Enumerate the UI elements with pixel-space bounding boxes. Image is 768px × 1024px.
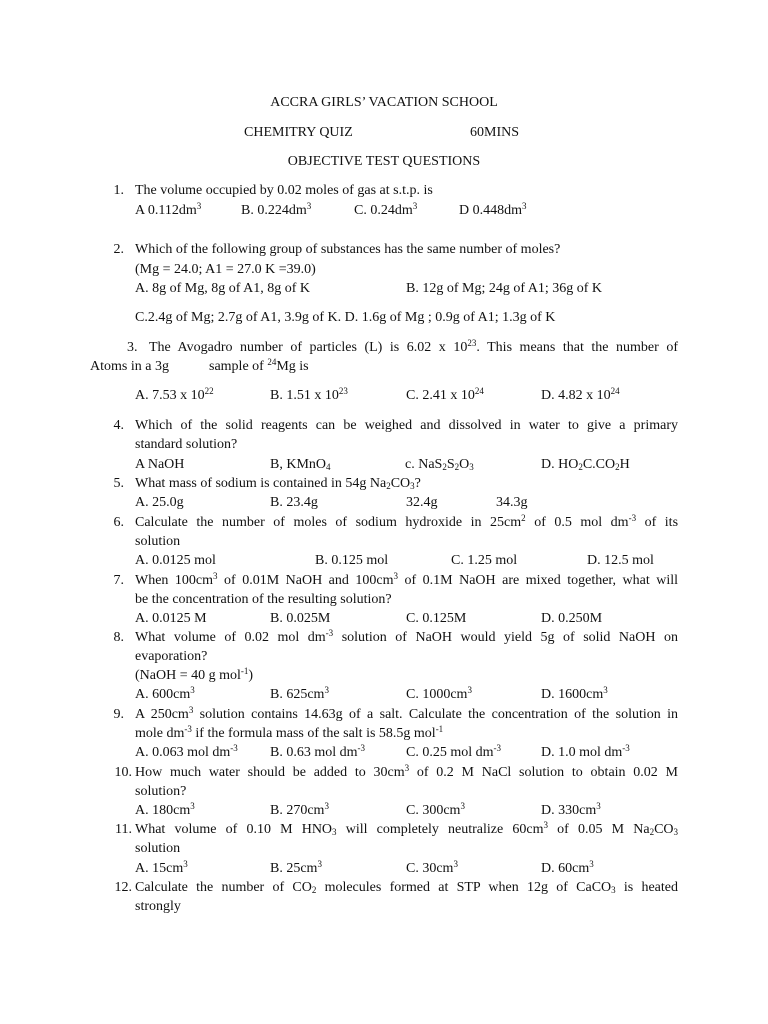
question-stem: What mass of sodium is contained in 54g $Na_2CO_3$? (135, 476, 421, 491)
option-d: D. $HO_2C.CO_2H$ (541, 457, 630, 472)
question-stem-line-1: How much water should be added to $30cm^3$ of 0.2 M NaCl solution to obtain 0.02 M (135, 763, 678, 780)
option-c: C. 0.25 mol $dm^{-3}$ (406, 743, 502, 760)
question-number: 7. (113, 573, 124, 588)
question-stem-line-1: Calculate the number of $CO_2$ molecules formed at STP when 12g of CaCO$_3$ is heated (135, 880, 679, 895)
question-stem-line-1: What volume of 0.02 mol $dm^{-3}$ solution of NaOH would yield 5g of solid NaOH on (135, 628, 678, 645)
option-d: D. $330cm^3$ (541, 801, 601, 818)
question-stem-line-2: solution? (135, 784, 187, 799)
option-c: C. 1.25 mol (451, 553, 518, 568)
question-number: 1. (113, 183, 124, 198)
option-c: 32.4g (406, 495, 438, 510)
option-b: B. $0.224dm^3$ (241, 201, 312, 218)
option-b: B. $270cm^3$ (270, 801, 329, 818)
option-b: B. 0.125 mol (315, 553, 389, 568)
option-b: B. 12g of Mg; 24g of A1; 36g of K (406, 281, 602, 296)
option-c: C. $30cm^3$ (406, 859, 458, 876)
option-a: A. $15cm^3$ (135, 859, 188, 876)
question-number: 10. (114, 765, 132, 780)
option-c: C. 0.125M (406, 611, 467, 626)
option-b: B. 1.51 x $10^{23}$ (270, 386, 348, 403)
question-stem-line-2: standard solution? (135, 437, 238, 452)
question-stem-line-1: Calculate the number of moles of sodium hydroxide in $25cm^2$ of 0.5 mol $dm^{-3}$ of its (135, 513, 679, 530)
option-b: B. $25cm^3$ (270, 859, 322, 876)
question-stem-line-2: be the concentration of the resulting solution? (135, 592, 392, 607)
question-stem: The volume occupied by 0.02 moles of gas at s.t.p. is (135, 183, 433, 198)
option-a: A. $600cm^3$ (135, 685, 195, 702)
option-a: A. 7.53 x $10^{22}$ (135, 386, 214, 403)
section-title: OBJECTIVE TEST QUESTIONS (287, 154, 481, 169)
question-stem-line-2: evaporation? (135, 649, 208, 664)
question-number: 2. (113, 242, 124, 257)
option-c: c. $NaS_2S_2O_3$ (405, 457, 474, 472)
question-stem-line-2: Atoms in a 3g (90, 359, 169, 374)
option-a: A. 0.0125 M (135, 611, 207, 626)
question-stem-line-2: mole $dm^{-3}$ if the formula mass of the salt is 58.5g mol$^{-1}$ (135, 724, 444, 741)
option-c: C. $0.24dm^3$ (354, 201, 418, 218)
option-c: C. 2.41 x $10^{24}$ (406, 386, 484, 403)
question-number: 8. (113, 630, 124, 645)
option-a: A $0.112dm^3$ (135, 201, 202, 218)
option-a: A NaOH (135, 457, 185, 472)
school-name: ACCRA GIRLS’ VACATION SCHOOL (270, 95, 498, 110)
question-stem-line-1: A $250cm^3$ solution contains 14.63g of a salt. Calculate the concentration of the solution in (135, 705, 678, 722)
option-b: B, KMnO$_4$ (270, 457, 331, 472)
question-number: 6. (113, 515, 124, 530)
option-a: A. 8g of Mg, 8g of A1, 8g of K (135, 281, 310, 296)
option-d: D. 12.5 mol (587, 553, 654, 568)
option-c-d: C.2.4g of Mg; 2.7g of A1, 3.9g of K. D. 1.6g of Mg ; 0.9g of A1; 1.3g of K (135, 310, 556, 325)
question-stem-line-1: What volume of 0.10 M $HNO_3$ will completely neutralize $60cm^3$ of 0.05 M $Na_2CO_3$ (135, 820, 679, 837)
option-a: A. 0.063 mol $dm^{-3}$ (135, 743, 238, 760)
option-a: A. 0.0125 mol (135, 553, 216, 568)
option-b: B. 23.4g (270, 495, 318, 510)
question-data: (NaOH = 40 g mol$^{-1}$) (135, 666, 254, 683)
question-stem-line-1: The Avogadro number of particles (L) is 6.02 x $10^{23}$. This means that the number of (149, 338, 678, 355)
option-d: D. 1.0 mol $dm^{-3}$ (541, 743, 630, 760)
question-number: 9. (113, 707, 124, 722)
option-d: D. $1600cm^3$ (541, 685, 608, 702)
option-d: D. $60cm^3$ (541, 859, 594, 876)
option-d: 34.3g (496, 495, 528, 510)
question-number: 11. (115, 822, 132, 837)
option-a: A. 25.0g (135, 495, 184, 510)
option-c: C. $300cm^3$ (406, 801, 465, 818)
question-number: 12. (114, 880, 132, 895)
option-b: B. $625cm^3$ (270, 685, 329, 702)
question-stem-line-2b: sample of $^{24}$Mg is (209, 357, 309, 374)
question-stem-line-1: Which of the solid reagents can be weighed and dissolved in water to give a primary (135, 418, 678, 433)
question-stem-line-2: solution (135, 841, 181, 856)
option-d: D. 4.82 x $10^{24}$ (541, 386, 620, 403)
question-stem: Which of the following group of substances has the same number of moles? (135, 242, 561, 257)
quiz-title: CHEMITRY QUIZ (244, 125, 353, 140)
question-number: 4. (113, 418, 124, 433)
option-d: D. 0.250M (541, 611, 603, 626)
option-b: B. 0.025M (270, 611, 331, 626)
question-stem-line-2: strongly (135, 899, 181, 914)
option-a: A. $180cm^3$ (135, 801, 195, 818)
question-stem-line-1: When $100cm^3$ of 0.01M NaOH and $100cm^3$ of 0.1M NaOH are mixed together, what will (135, 571, 679, 588)
question-number: 3. (127, 340, 138, 355)
quiz-duration: 60MINS (470, 125, 520, 140)
option-d: D $0.448dm^3$ (459, 201, 527, 218)
option-b: B. 0.63 mol $dm^{-3}$ (270, 743, 366, 760)
question-number: 5. (113, 476, 124, 491)
question-data: (Mg = 24.0; A1 = 27.0 K =39.0) (135, 262, 316, 277)
question-stem-line-2: solution (135, 534, 181, 549)
option-c: C. $1000cm^3$ (406, 685, 472, 702)
